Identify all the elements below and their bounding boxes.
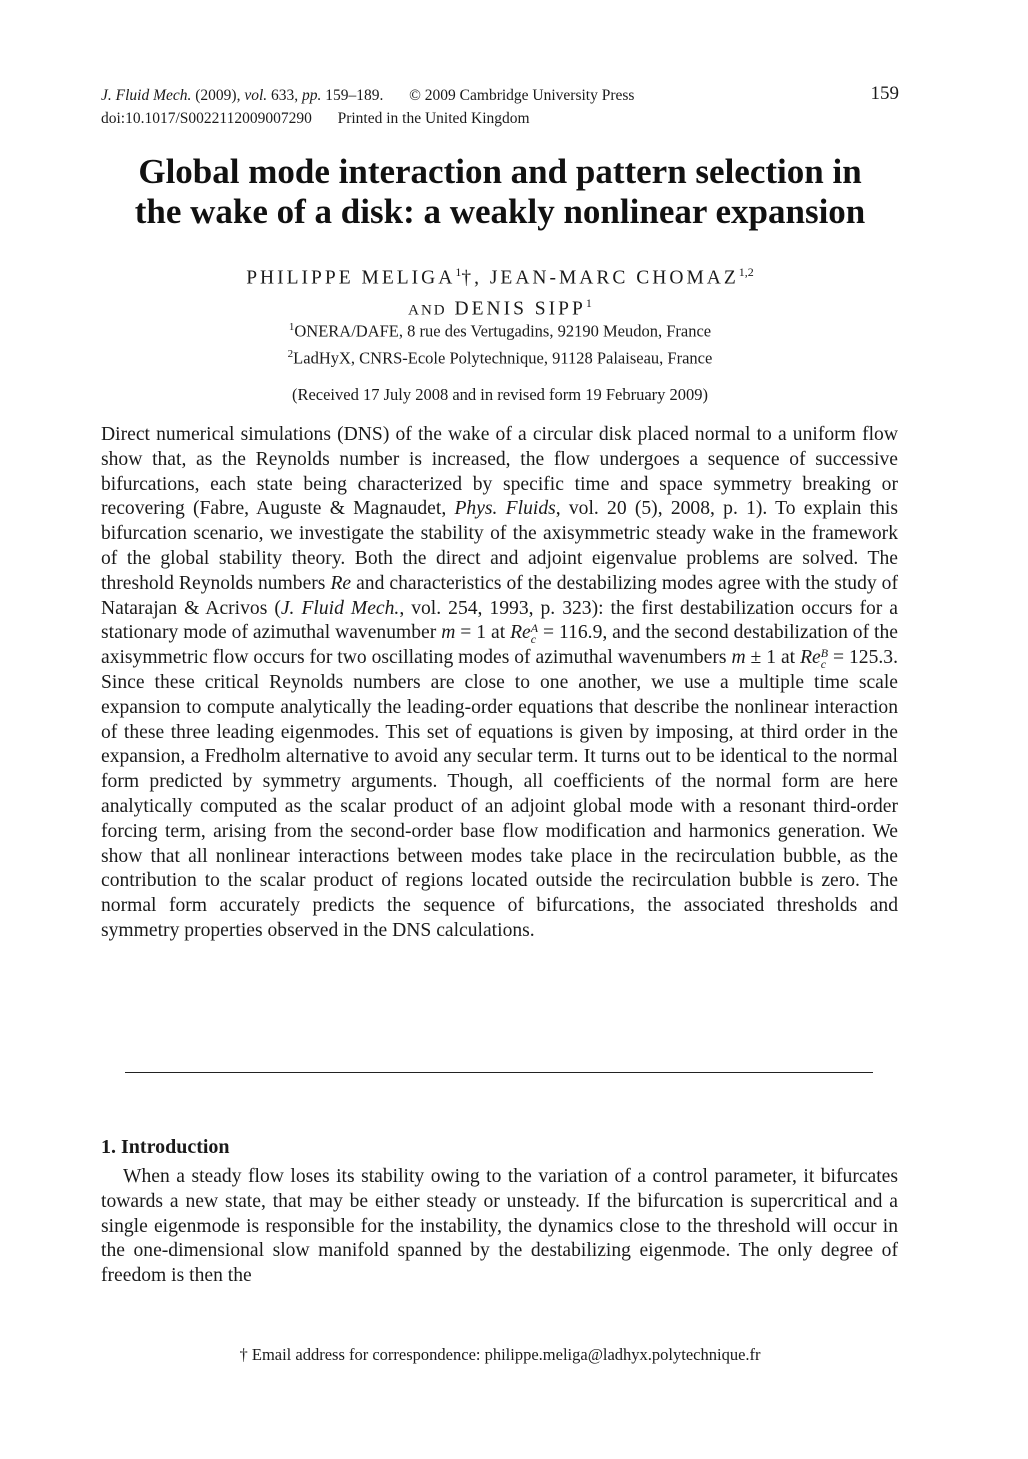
math-scripts xyxy=(530,620,539,646)
journal-header xyxy=(101,84,899,130)
abstract-paragraph xyxy=(101,423,898,944)
math-symbol: Re xyxy=(510,622,531,644)
title-line-1: Global mode interaction and pattern selection in xyxy=(138,152,862,191)
and-conjunction: AND xyxy=(408,302,447,318)
citation-line xyxy=(101,84,899,107)
received-dates: (Received 17 July 2008 and in revised form 19 February 2009) xyxy=(291,385,709,404)
abstract-text: = 125.3. Since these critical Reynolds numbers are close to one another, we use a multiple time scale expansion to compute analytically the leading-order equations that describe the nonlinear interaction of these three leading eigenmodes. This set of equations is given by imposing, at third order in the expansion, a Fredholm alternative to avoid any secular term. It turns out to be identical to the normal form predicted by symmetry arguments. Though, all coefficients of the normal form are here analytically computed as the scalar product of an adjoint global mode with a resonant third-order forcing term, arising from the second-order base flow modification and harmonics generation. We show that all nonlinear interactions between modes take place in the recirculation bubble, as the contribution to the scalar product of regions located outside the recirculation bubble is zero. The normal form accurately predicts the sequence of bifurcations, the associated thresholds and symmetry properties observed in the DNS calculations. xyxy=(101,647,898,941)
abstract-text: Direct numerical simulations (DNS) of the wake of a circular disk placed normal to a uniform flow show that, as the Reynolds number is increased, the flow undergoes a sequence of successive bifurcations, each state being characterized by specific time and space symmetry breaking or recovering (Fabre, Auguste & Magnaudet, xyxy=(101,424,898,520)
author-list xyxy=(60,260,940,323)
citation-journal: J. Fluid Mech. xyxy=(280,597,400,619)
affiliation-mark: 1 xyxy=(455,265,462,279)
title-line-2: the wake of a disk: a weakly nonlinear expansion xyxy=(134,192,866,231)
affiliation-text: ONERA/DAFE, 8 rue des Vertugadins, 92190 Meudon, France xyxy=(294,321,712,341)
doi-line xyxy=(101,107,899,130)
intro-paragraph: When a steady flow loses its stability owing to the variation of a control parameter, it bifurcates towards a new state, that may be either steady or unsteady. If the bifurcation is supercritical and a single eigenmode is responsible for the instability, the dynamics close to the threshold will occur in the one-dimensional slow manifold spanned by the destabilizing eigenmode. The only degree of freedom is then the xyxy=(101,1166,898,1287)
abstract xyxy=(101,423,898,944)
abstract-text: and characteristics of the destabilizing modes agree with the study of Natarajan & Acrivos ( xyxy=(101,572,898,619)
author-name: JEAN-MARC CHOMAZ xyxy=(489,267,739,289)
printed-notice: Printed in the United Kingdom xyxy=(337,110,530,127)
affiliation-1 xyxy=(60,316,940,343)
correspondence-footnote: † Email address for correspondence: philippe.meliga@ladhyx.polytechnique.fr xyxy=(239,1345,761,1364)
pages-label: pp. xyxy=(302,87,322,104)
author-line-1 xyxy=(60,260,940,291)
citation-journal: Phys. Fluids xyxy=(454,498,556,520)
math-symbol: Re xyxy=(800,647,821,669)
affiliation-mark: 1,2 xyxy=(738,265,754,279)
affiliation-mark: 2 xyxy=(287,348,294,360)
introduction-body xyxy=(101,1165,898,1289)
math-symbol: Re xyxy=(330,572,352,594)
abstract-text: = 1 at xyxy=(455,622,511,644)
journal-name: J. Fluid Mech. xyxy=(101,87,192,104)
copyright-notice: © 2009 Cambridge University Press xyxy=(409,87,635,104)
math-superscript: A xyxy=(530,620,539,635)
volume-number: 633, xyxy=(271,87,299,104)
math-subscript: c xyxy=(820,656,827,671)
page-range: 159–189. xyxy=(325,87,384,104)
math-symbol: m xyxy=(731,647,746,669)
doi: doi:10.1017/S0022112009007290 xyxy=(101,110,312,127)
abstract-text: , vol. 20 (5), 2008, p. 1). To explain this bifurcation scenario, we investigate the stability of the axisymmetric steady wake in the framework of the global stability theory. Both the direct and adjoint eigenvalue problems are solved. The threshold Reynolds numbers xyxy=(101,498,898,594)
math-scripts xyxy=(820,645,829,671)
section-heading: 1. Introduction xyxy=(101,1136,230,1158)
journal-year: (2009), xyxy=(195,87,241,104)
volume-label: vol. xyxy=(244,87,268,104)
section-divider xyxy=(125,1072,873,1073)
math-superscript: B xyxy=(820,645,829,660)
paper-title xyxy=(60,152,940,232)
abstract-text: = 116.9, and the second destabilization of the axisymmetric flow occurs for two oscillating modes of azimuthal wavenumbers xyxy=(101,622,898,669)
abstract-text: , vol. 254, 1993, p. 323): the first destabilization occurs for a stationary mode of azimuthal wavenumber xyxy=(101,597,898,644)
dagger-mark: †, xyxy=(461,267,482,289)
affiliation-mark: 1 xyxy=(288,321,295,333)
author-name: DENIS SIPP xyxy=(454,298,586,319)
author-name: PHILIPPE MELIGA xyxy=(246,267,456,289)
math-subscript: c xyxy=(530,631,537,646)
abstract-text: ± 1 at xyxy=(745,647,801,669)
affiliation-text: LadHyX, CNRS-Ecole Polytechnique, 91128 Palaiseau, France xyxy=(293,348,713,368)
affiliation-2 xyxy=(60,343,940,370)
math-symbol: m xyxy=(441,622,456,644)
affiliation-mark: 1 xyxy=(585,295,592,310)
page-number: 159 xyxy=(870,83,899,104)
